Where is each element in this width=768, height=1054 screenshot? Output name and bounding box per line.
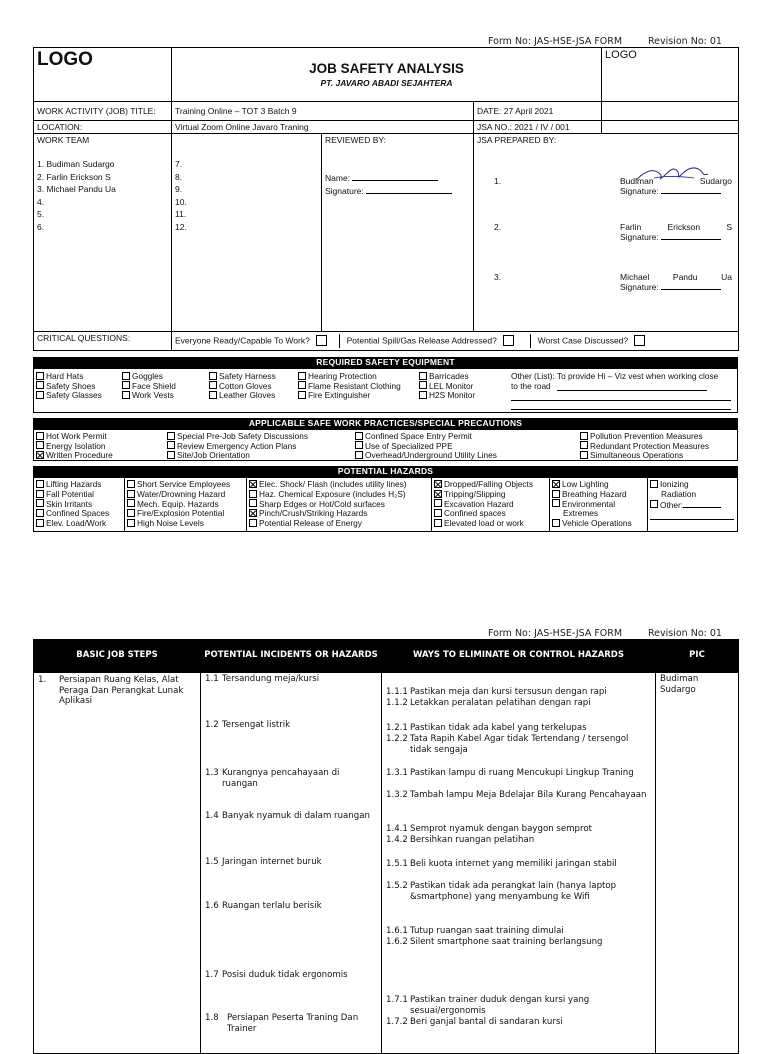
control-entry: 1.6.2 Silent smartphone saat training berlangsung [386, 937, 603, 947]
hazard-item[interactable]: Lifting Hazards [36, 480, 101, 490]
control-entry: 1.2.1 Pastikan tidak ada kabel yang terkelupas [386, 723, 587, 733]
practice-item[interactable]: Special Pre-Job Safety Discussions [167, 432, 308, 442]
name-line[interactable] [352, 173, 438, 181]
checkbox[interactable] [552, 490, 560, 498]
reviewed-by-cell [322, 134, 474, 332]
col-header-controls: WAYS TO ELIMINATE OR CONTROL HAZARDS [382, 640, 656, 673]
control-entry: 1.3.2 Tambah lampu Meja Bdelajar Bila Kurang Pencahayaan [386, 790, 647, 800]
checkbox[interactable] [355, 451, 363, 459]
checkbox[interactable] [419, 381, 427, 389]
checkbox[interactable] [650, 500, 658, 508]
preparer-number: 3. [494, 272, 502, 283]
checkbox[interactable] [36, 391, 44, 399]
form-number: Form No: JAS-HSE-JSA FORM Revision No: 01 [488, 36, 722, 47]
hazard-item[interactable]: Dropped/Falling Objects [434, 480, 533, 490]
location-label: LOCATION: [34, 121, 172, 134]
control-entry: 1.5.1 Beli kuota internet yang memiliki jaringan stabil [386, 859, 617, 869]
checkbox[interactable] [580, 451, 588, 459]
other-line[interactable] [650, 519, 734, 520]
signature-line[interactable] [661, 282, 721, 290]
reviewer-name-row [325, 173, 470, 183]
checkbox[interactable] [249, 499, 257, 507]
checkbox[interactable] [434, 499, 442, 507]
checkbox[interactable] [167, 451, 175, 459]
hazard-item-cont: Extremes [563, 508, 599, 519]
preparer-middle: Pandu [672, 272, 698, 283]
ppe-item[interactable]: Hard Hats [36, 372, 83, 382]
hazard-item[interactable]: Tripping/Slipping [434, 490, 506, 500]
ppe-other [511, 372, 733, 391]
checkbox-checked[interactable] [249, 509, 257, 517]
hazard-item[interactable]: Elevated load or work [434, 519, 524, 529]
checkbox[interactable] [650, 480, 658, 488]
ppe-item[interactable]: Cotton Gloves [209, 382, 272, 392]
control-entry: 1.6.1 Tutup ruangan saat training dimulai [386, 926, 564, 936]
team-member: 7. [175, 159, 183, 170]
team-member: 5. [37, 209, 45, 220]
checkbox[interactable] [209, 372, 217, 380]
team-member: 8. [175, 171, 183, 182]
ppe-item[interactable]: Safety Glasses [36, 391, 102, 401]
revision-number: Revision No: 01 [648, 36, 722, 47]
jsa-header-table [33, 47, 739, 351]
checkbox[interactable] [298, 391, 306, 399]
ppe-item[interactable]: Goggles [122, 372, 163, 382]
logo-left: LOGO [34, 48, 172, 102]
control-entry: 1.4.2 Bersihkan ruangan pelatihan [386, 835, 535, 845]
signature-label: Signature: [325, 185, 364, 196]
checkbox-checked[interactable] [36, 451, 44, 459]
jsa-prepared-label: JSA PREPARED BY: [477, 135, 557, 146]
checkbox[interactable] [36, 519, 44, 527]
col-header-pic: PIC [656, 640, 739, 673]
checkbox[interactable] [127, 480, 135, 488]
team-member: 6. [37, 221, 45, 232]
hazard-item[interactable]: Fall Potential [36, 490, 94, 500]
checkbox[interactable] [419, 391, 427, 399]
practice-item[interactable]: Energy Isolation [36, 442, 106, 452]
signature-line[interactable] [366, 186, 452, 194]
team-member: 11. [175, 209, 187, 220]
checkbox[interactable] [580, 441, 588, 449]
hazard-entry: 1.1 Tersandung meja/kursi [205, 674, 320, 684]
signature-label: Signature: [620, 232, 659, 243]
checkbox-checked[interactable] [434, 490, 442, 498]
form-number-page2: Form No: JAS-HSE-JSA FORM Revision No: 01 [488, 628, 722, 639]
practice-item[interactable]: Simultaneous Operations [580, 451, 683, 461]
hazard-item[interactable]: Elev. Load/Work [36, 519, 106, 529]
hazard-item[interactable]: Fire/Explosion Potential [127, 509, 224, 519]
hazard-item[interactable]: Environmental [552, 500, 615, 510]
step-number: 1. [38, 675, 47, 685]
team-member: 9. [175, 184, 183, 195]
team-member: 2. Farlin Erickson S [37, 171, 111, 182]
team-member: 4. [37, 196, 45, 207]
checkbox[interactable] [434, 509, 442, 517]
revision-number: Revision No: 01 [648, 628, 722, 639]
critical-questions-label: CRITICAL QUESTIONS: [34, 332, 172, 351]
hazard-item[interactable]: Elec. Shock/ Flash (includes utility lines) [249, 480, 407, 490]
team-member: 1. Budiman Sudargo [37, 159, 115, 170]
checkbox[interactable] [167, 432, 175, 440]
preparer-first: Michael [620, 272, 650, 283]
checkbox[interactable] [36, 381, 44, 389]
checkbox[interactable] [127, 509, 135, 517]
hazard-item[interactable]: Vehicle Operations [552, 519, 632, 529]
hazard-entry: 1.3 Kurangnya pencahayaan di ruangan [205, 768, 340, 789]
checkbox[interactable] [127, 519, 135, 527]
checkbox[interactable] [36, 372, 44, 380]
checkbox-checked[interactable] [434, 480, 442, 488]
control-entry: 1.7.2 Beri ganjal bantal di sandaran kursi [386, 1017, 563, 1027]
hazard-item[interactable]: Short Service Employees [127, 480, 230, 490]
checkbox-checked[interactable] [552, 480, 560, 488]
empty-cell [602, 102, 739, 121]
checkbox[interactable] [298, 372, 306, 380]
hazard-item[interactable]: Excavation Hazard [434, 500, 514, 510]
hazard-item[interactable]: Confined spaces [434, 509, 506, 519]
work-activity-label: WORK ACTIVITY (JOB) TITLE: [34, 102, 172, 121]
preparer-number: 2. [494, 222, 502, 233]
ppe-item[interactable]: Work Vests [122, 391, 174, 401]
hazard-entry: 1.6 Ruangan terlalu berisik [205, 901, 322, 911]
hazard-item[interactable]: Potential Release of Energy [249, 519, 362, 529]
preparer-first: Budiman [620, 176, 654, 187]
practice-item[interactable]: Overhead/Underground Utility Lines [355, 451, 497, 461]
work-activity-value: Training Online – TOT 3 Batch 9 [172, 102, 474, 121]
hazard-item[interactable]: Pinch/Crush/Striking Hazards [249, 509, 367, 519]
preparer-number: 1. [494, 176, 502, 187]
hazard-item[interactable]: Ionizing [650, 480, 689, 490]
practice-item[interactable]: Site/Job Orientation [167, 451, 250, 461]
company-name: PT. JAVARO ABADI SEJAHTERA [320, 77, 453, 88]
other-line[interactable] [683, 500, 721, 508]
critical-q2: Potential Spill/Gas Release Addressed? [346, 335, 497, 346]
checkbox[interactable] [209, 391, 217, 399]
checkbox[interactable] [355, 441, 363, 449]
critical-q1-checkbox[interactable] [316, 335, 327, 346]
checkbox[interactable] [552, 499, 560, 507]
ppe-item[interactable]: Safety Shoes [36, 382, 95, 392]
date-value: DATE: 27 April 2021 [474, 102, 602, 121]
hazard-entry: 1.7 Posisi duduk tidak ergonomis [205, 970, 348, 980]
other-line[interactable] [511, 400, 731, 401]
checkbox[interactable] [36, 490, 44, 498]
control-entry: 1.1.1 Pastikan meja dan kursi tersusun dengan rapi [386, 687, 607, 697]
ppe-item[interactable]: Safety Harness [209, 372, 276, 382]
preparer-2 [620, 222, 732, 242]
team-member: 10. [175, 196, 187, 207]
ppe-item[interactable]: Barricades [419, 372, 469, 382]
control-entry: 1.4.1 Semprot nyamuk dengan baygon semprot [386, 824, 592, 834]
checkbox[interactable] [580, 432, 588, 440]
jsa-prepared-cell [474, 134, 739, 332]
checkbox[interactable] [36, 480, 44, 488]
other-line[interactable] [511, 409, 731, 410]
critical-q3-checkbox[interactable] [634, 335, 645, 346]
preparer-3 [620, 272, 732, 292]
hazard-entry: 1.2 Tersengat listrik [205, 720, 291, 730]
critical-questions-row [172, 332, 739, 351]
preparer-last: Ua [721, 272, 732, 283]
hazard-entry: 1.4 Banyak nyamuk di dalam ruangan [205, 811, 370, 821]
checkbox[interactable] [36, 499, 44, 507]
hazard-item[interactable]: Water/Drowning Hazard [127, 490, 225, 500]
hazard-item[interactable]: Confined Spaces [36, 509, 109, 519]
step-cell [34, 673, 201, 1054]
location-value: Virtual Zoom Online Javaro Traning [172, 121, 474, 134]
hazard-item-cont: Radiation [661, 488, 697, 499]
hazards-cell [201, 673, 382, 1054]
practice-item[interactable]: Written Procedure [36, 451, 113, 461]
checkbox[interactable] [298, 381, 306, 389]
checkbox[interactable] [167, 441, 175, 449]
reviewer-signature-row [325, 186, 470, 196]
practice-item[interactable]: Confined Space Entry Permit [355, 432, 472, 442]
hazard-item[interactable]: High Noise Levels [127, 519, 204, 529]
preparer-last: Sudargo [699, 176, 732, 187]
control-entry: 1.7.1 Pastikan trainer duduk dengan kursi yang sesuai/ergonomis [386, 995, 590, 1016]
hazard-item[interactable]: Low Lighting [552, 480, 609, 490]
checkbox[interactable] [552, 519, 560, 527]
practice-item[interactable]: Redundant Protection Measures [580, 442, 709, 452]
work-team-label: WORK TEAM [37, 135, 90, 146]
ppe-other-text-2: to the road [511, 380, 551, 391]
name-label: Name: [325, 173, 351, 184]
controls-cell [382, 673, 656, 1054]
checkbox[interactable] [355, 432, 363, 440]
logo-right: LOGO [602, 48, 739, 102]
signature-label: Signature: [620, 186, 659, 197]
practice-item[interactable]: Hot Work Permit [36, 432, 107, 442]
checkbox[interactable] [36, 509, 44, 517]
checkbox[interactable] [434, 519, 442, 527]
handwritten-signature-icon [634, 164, 710, 186]
checkbox[interactable] [419, 372, 427, 380]
checkbox[interactable] [122, 381, 130, 389]
preparer-middle: Erickson [667, 222, 701, 233]
checkbox[interactable] [209, 381, 217, 389]
ppe-item[interactable]: LEL Monitor [419, 382, 473, 392]
ppe-other-text: Other (List): To provide Hi – Viz vest when working close [511, 371, 719, 381]
critical-q1: Everyone Ready/Capable To Work? [175, 335, 310, 346]
checkbox[interactable] [122, 391, 130, 399]
hazard-entry: 1.8 Persiapan Peserta Traning Dan Trainer [205, 1013, 359, 1034]
col-header-hazards: POTENTIAL INCIDENTS OR HAZARDS [201, 640, 382, 673]
reviewed-by-label: REVIEWED BY: [325, 135, 386, 146]
critical-q3: Worst Case Discussed? [537, 335, 629, 346]
hazard-item[interactable]: Haz. Chemical Exposure (includes H₂S) [249, 490, 406, 500]
page-title: JOB SAFETY ANALYSIS [309, 61, 464, 77]
control-entry: 1.2.2 Tata Rapih Kabel Agar tidak Tertendang / tersengol tidak sengaja [386, 734, 629, 755]
pic-cell [656, 673, 739, 1054]
checkbox[interactable] [122, 372, 130, 380]
practice-item[interactable]: Pollution Prevention Measures [580, 432, 703, 442]
ppe-item[interactable]: Face Shield [122, 382, 176, 392]
col-header-steps: BASIC JOB STEPS [34, 640, 201, 673]
team-member: 12. [175, 221, 187, 232]
ppe-item[interactable]: Hearing Protection [298, 372, 377, 382]
work-team-cell [34, 134, 172, 332]
hazard-item[interactable]: Breathing Hazard [552, 490, 627, 500]
empty-cell [602, 121, 739, 134]
control-entry: 1.1.2 Letakkan peralatan pelatihan dengan rapi [386, 698, 591, 708]
ppe-header: REQUIRED SAFETY EQUIPMENT [33, 357, 738, 368]
hazard-item[interactable]: Mech. Equip. Hazards [127, 500, 219, 510]
job-steps-table [33, 639, 739, 1054]
preparer-last: S [726, 222, 732, 233]
work-team-cell-2 [172, 134, 322, 332]
control-entry: 1.3.1 Pastikan lampu di ruang Mencukupi Lingkup Traning [386, 768, 634, 778]
checkbox[interactable] [249, 490, 257, 498]
signature-line[interactable] [661, 186, 721, 194]
checkbox[interactable] [36, 432, 44, 440]
practice-item[interactable]: Review Emergency Action Plans [167, 442, 296, 452]
checkbox[interactable] [249, 519, 257, 527]
title-cell [172, 48, 602, 102]
hazard-entry: 1.5 Jaringan internet buruk [205, 857, 322, 867]
checkbox[interactable] [127, 490, 135, 498]
team-list-right [175, 159, 318, 234]
ppe-item[interactable]: Leather Gloves [209, 391, 275, 401]
ppe-item[interactable]: Flame Resistant Clothing [298, 382, 401, 392]
preparer-1 [620, 176, 732, 196]
ppe-item[interactable]: Fire Extinguisher [298, 391, 370, 401]
hazard-item[interactable]: Other: [650, 500, 721, 511]
preparer-first: Farlin [620, 222, 642, 233]
step-text: Persiapan Ruang Kelas, Alat Peraga Dan Perangkat Lunak Aplikasi [59, 675, 184, 706]
team-member: 3. Michael Pandu Ua [37, 184, 116, 195]
job-step [38, 675, 196, 707]
control-entry: 1.5.2 Pastikan tidak ada perangkat lain (hanya laptop &smartphone) yang menyambung ke Wifi [386, 881, 617, 902]
hazard-item[interactable]: Skin Irritants [36, 500, 92, 510]
checkbox-checked[interactable] [249, 480, 257, 488]
checkbox[interactable] [36, 441, 44, 449]
hazard-item[interactable]: Sharp Edges or Hot/Cold surfaces [249, 500, 385, 510]
pic-name: Budiman Sudargo [660, 674, 699, 695]
signature-label: Signature: [620, 282, 659, 293]
checkbox[interactable] [127, 499, 135, 507]
jsa-number: JSA NO.: 2021 / IV / 001 [474, 121, 602, 134]
practices-header: APPLICABLE SAFE WORK PRACTICES/SPECIAL PRECAUTIONS [33, 418, 738, 429]
team-list-left [37, 159, 168, 234]
practice-item[interactable]: Use of Specialized PPE [355, 442, 453, 452]
signature-line[interactable] [661, 232, 721, 240]
critical-q2-checkbox[interactable] [503, 335, 514, 346]
hazards-header: POTENTIAL HAZARDS [33, 466, 738, 477]
ppe-item[interactable]: H2S Monitor [419, 391, 475, 401]
